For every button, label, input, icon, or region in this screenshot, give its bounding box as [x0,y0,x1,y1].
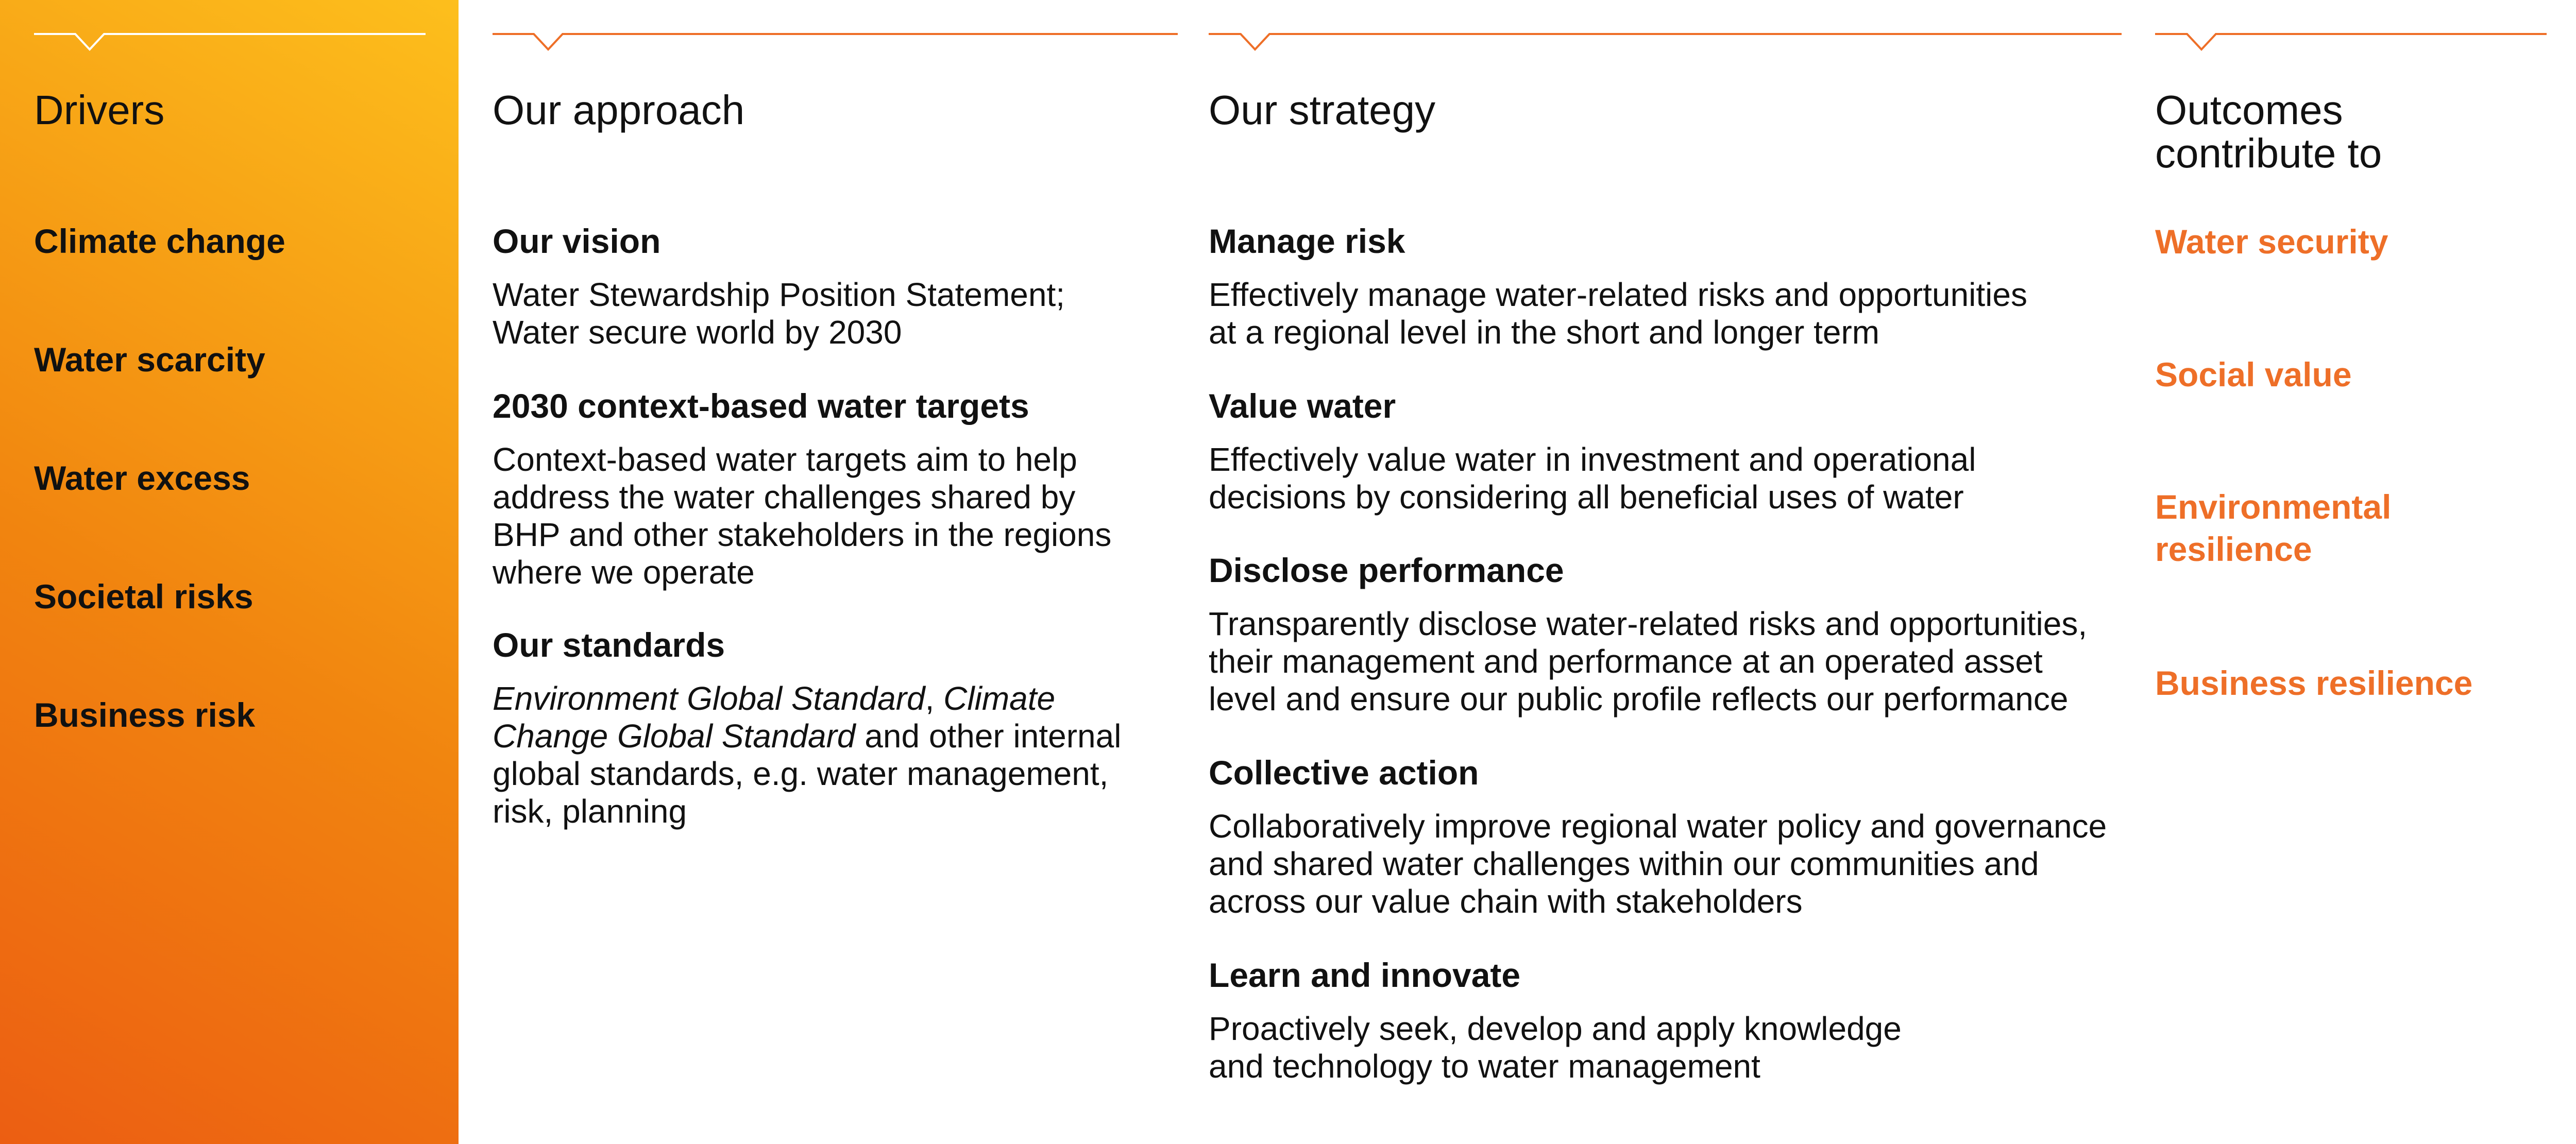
outcomes-title [2155,89,2382,175]
approach-targets-line: Context-based water targets aim to help [493,441,1077,478]
outcome-line: Business resilience [2155,664,2473,702]
strategy-disclose-heading: Disclose performance [1209,551,1564,589]
outcomes-divider-line [2155,24,2547,44]
strategy-manage-risk-line: at a regional level in the short and longer term [1209,314,1880,351]
standard-name-climate-part1: Climate [943,680,1056,717]
standards-line2-rest: and other internal [855,718,1122,755]
strategy-disclose-line: their management and performance at an operated asset [1209,643,2043,680]
driver-societal-risks: Societal risks [34,577,253,616]
strategy-learn-line: Proactively seek, develop and apply knowledge [1209,1010,1902,1047]
approach-standards-line: risk, planning [493,793,687,830]
strategy-manage-risk-heading: Manage risk [1209,222,1405,260]
strategy-manage-risk-line: Effectively manage water-related risks and opportunities [1209,276,2027,313]
strategy-collective-heading: Collective action [1209,754,1479,792]
approach-standards-line [493,718,1121,755]
strategy-learn-heading: Learn and innovate [1209,956,1521,994]
approach-targets-heading: 2030 context-based water targets [493,387,1029,425]
approach-vision-heading: Our vision [493,222,661,260]
strategy-collective-line: Collaboratively improve regional water policy and governance [1209,808,2107,845]
strategy-divider [1209,24,2122,44]
driver-water-scarcity: Water scarcity [34,340,265,379]
outcomes-title-line: contribute to [2155,130,2382,176]
approach-divider [493,24,1178,44]
approach-targets-line: address the water challenges shared by [493,479,1076,516]
approach-vision-line: Water secure world by 2030 [493,314,902,351]
outcome-business-resilience [2155,662,2472,704]
strategy-value-water-heading: Value water [1209,387,1396,425]
strategy-disclose-line: Transparently disclose water-related risks and opportunities, [1209,605,2088,642]
drivers-panel [0,0,459,1144]
approach-divider-line [493,24,1178,44]
outcomes-title-line: Outcomes [2155,87,2343,133]
driver-climate-change: Climate change [34,222,285,260]
drivers-divider-line [34,24,426,44]
approach-targets-text [493,441,1111,591]
strategy-disclose-text [1209,605,2087,718]
standards-separator: , [925,680,944,717]
strategy-value-water-line: decisions by considering all beneficial uses of water [1209,479,1964,516]
outcome-environmental-resilience [2155,486,2391,570]
approach-standards-text [493,680,1121,830]
strategy-title: Our strategy [1209,87,1436,133]
strategy-disclose-line: level and ensure our public profile reflects our performance [1209,680,2069,718]
approach-vision-line: Water Stewardship Position Statement; [493,276,1065,313]
strategy-collective-line: and shared water challenges within our communities and [1209,845,2039,882]
strategy-learn-line: and technology to water management [1209,1048,1760,1085]
strategy-learn-text [1209,1010,1902,1085]
approach-standards-line [493,680,1121,718]
standard-name-environment: Environment Global Standard [493,680,925,717]
driver-business-risk: Business risk [34,696,256,734]
approach-standards-heading: Our standards [493,626,725,664]
drivers-title: Drivers [34,87,165,133]
strategy-value-water-text [1209,441,1976,516]
outcome-water-security [2155,220,2388,263]
approach-standards-line: global standards, e.g. water management, [493,755,1109,792]
strategy-collective-text [1209,808,2107,920]
strategy-divider-line [1209,24,2122,44]
approach-targets-line: where we operate [493,554,755,591]
approach-targets-line: BHP and other stakeholders in the regions [493,516,1112,553]
approach-title: Our approach [493,87,745,133]
strategy-collective-line: across our value chain with stakeholders [1209,883,1803,920]
drivers-divider [34,24,426,44]
standard-name-climate-part2: Change Global Standard [493,718,856,755]
outcome-line: resilience [2155,530,2312,568]
driver-water-excess: Water excess [34,459,250,497]
outcome-line: Water security [2155,223,2388,261]
outcome-line: Social value [2155,355,2352,394]
strategy-manage-risk-text [1209,276,2027,351]
outcome-line: Environmental [2155,488,2392,526]
strategy-value-water-line: Effectively value water in investment and operational [1209,441,1976,478]
outcome-social-value [2155,353,2352,396]
outcomes-divider [2155,24,2547,44]
approach-vision-text [493,276,1065,351]
